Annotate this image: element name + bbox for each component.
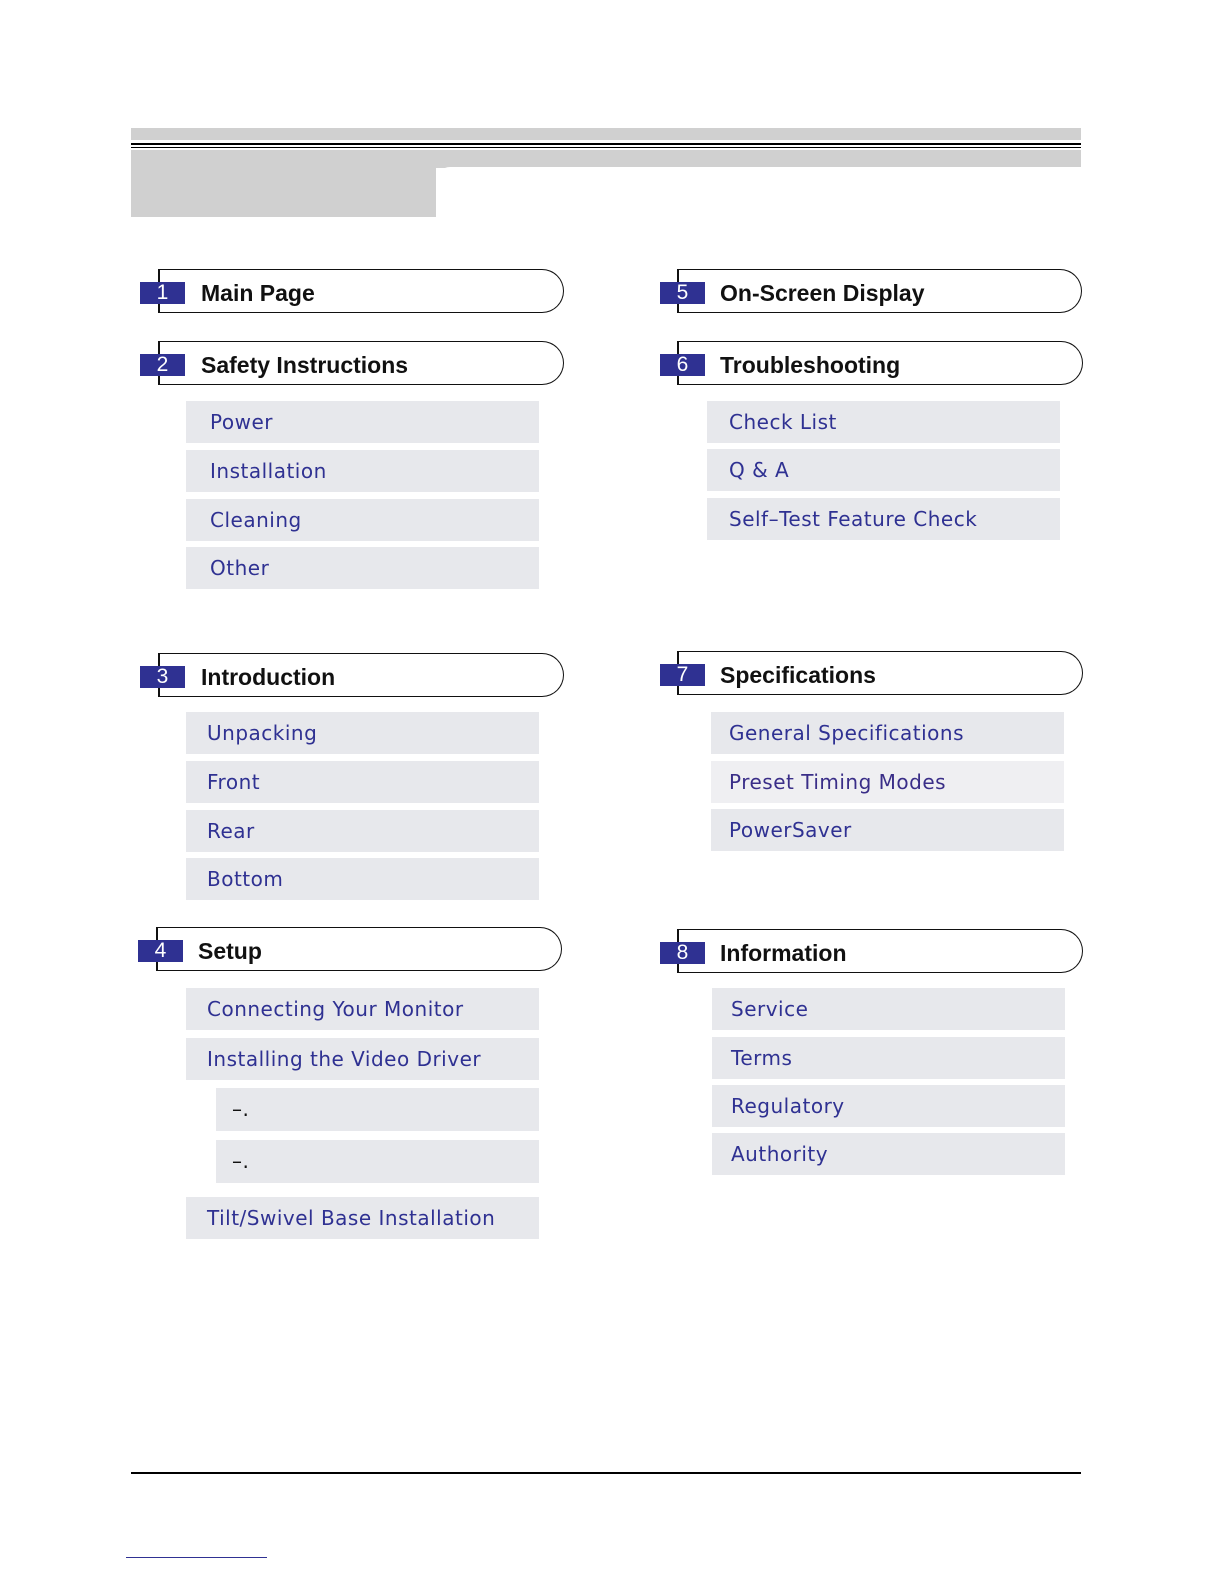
section-title-link[interactable]: Information [720, 940, 847, 966]
toc-item-general-specifications[interactable]: General Specifications [711, 712, 1064, 754]
section-number-badge: 3 [140, 666, 185, 688]
section-number-badge: 7 [660, 664, 705, 686]
section-number-badge: 1 [140, 282, 185, 304]
toc-item-cleaning[interactable]: Cleaning [186, 499, 539, 541]
footer-link-underline[interactable] [126, 1557, 267, 1558]
header-title-block [131, 150, 436, 217]
toc-item-service[interactable]: Service [712, 988, 1065, 1030]
toc-item-installation[interactable]: Installation [186, 450, 539, 492]
toc-item-power[interactable]: Power [186, 401, 539, 443]
toc-item-preset-timing-modes[interactable]: Preset Timing Modes [711, 761, 1064, 803]
toc-item-rear[interactable]: Rear [186, 810, 539, 852]
footer-rule [131, 1472, 1081, 1474]
header-rule-thick [131, 143, 1081, 145]
toc-subitem-driver-2[interactable]: –. [216, 1140, 539, 1183]
header-bar-top [131, 128, 1081, 140]
toc-item-authority[interactable]: Authority [712, 1133, 1065, 1175]
toc-item-q-and-a[interactable]: Q & A [707, 449, 1060, 491]
section-title-link[interactable]: Main Page [201, 280, 315, 306]
section-title-link[interactable]: Specifications [720, 662, 876, 688]
section-title-link[interactable]: Troubleshooting [720, 352, 901, 378]
section-number-badge: 4 [138, 940, 183, 962]
section-number-badge: 5 [660, 282, 705, 304]
toc-item-bottom[interactable]: Bottom [186, 858, 539, 900]
toc-item-tilt-swivel-base[interactable]: Tilt/Swivel Base Installation [186, 1197, 539, 1239]
section-title-link[interactable]: Introduction [201, 664, 336, 690]
toc-item-unpacking[interactable]: Unpacking [186, 712, 539, 754]
toc-item-regulatory[interactable]: Regulatory [712, 1085, 1065, 1127]
section-title-link[interactable]: Safety Instructions [201, 352, 409, 378]
toc-item-self-test[interactable]: Self–Test Feature Check [707, 498, 1060, 540]
header-notch [436, 167, 1081, 217]
toc-item-installing-video-driver[interactable]: Installing the Video Driver [186, 1038, 539, 1080]
toc-item-terms[interactable]: Terms [712, 1037, 1065, 1079]
toc-item-check-list[interactable]: Check List [707, 401, 1060, 443]
toc-item-front[interactable]: Front [186, 761, 539, 803]
toc-item-connecting-monitor[interactable]: Connecting Your Monitor [186, 988, 539, 1030]
section-number-badge: 6 [660, 354, 705, 376]
toc-subitem-driver-1[interactable]: –. [216, 1088, 539, 1131]
toc-item-powersaver[interactable]: PowerSaver [711, 809, 1064, 851]
header-rule-thin [131, 147, 1081, 148]
section-number-badge: 2 [140, 354, 185, 376]
section-title-link[interactable]: Setup [198, 938, 262, 964]
toc-item-other[interactable]: Other [186, 547, 539, 589]
section-title-link[interactable]: On-Screen Display [720, 280, 925, 306]
section-number-badge: 8 [660, 942, 705, 964]
